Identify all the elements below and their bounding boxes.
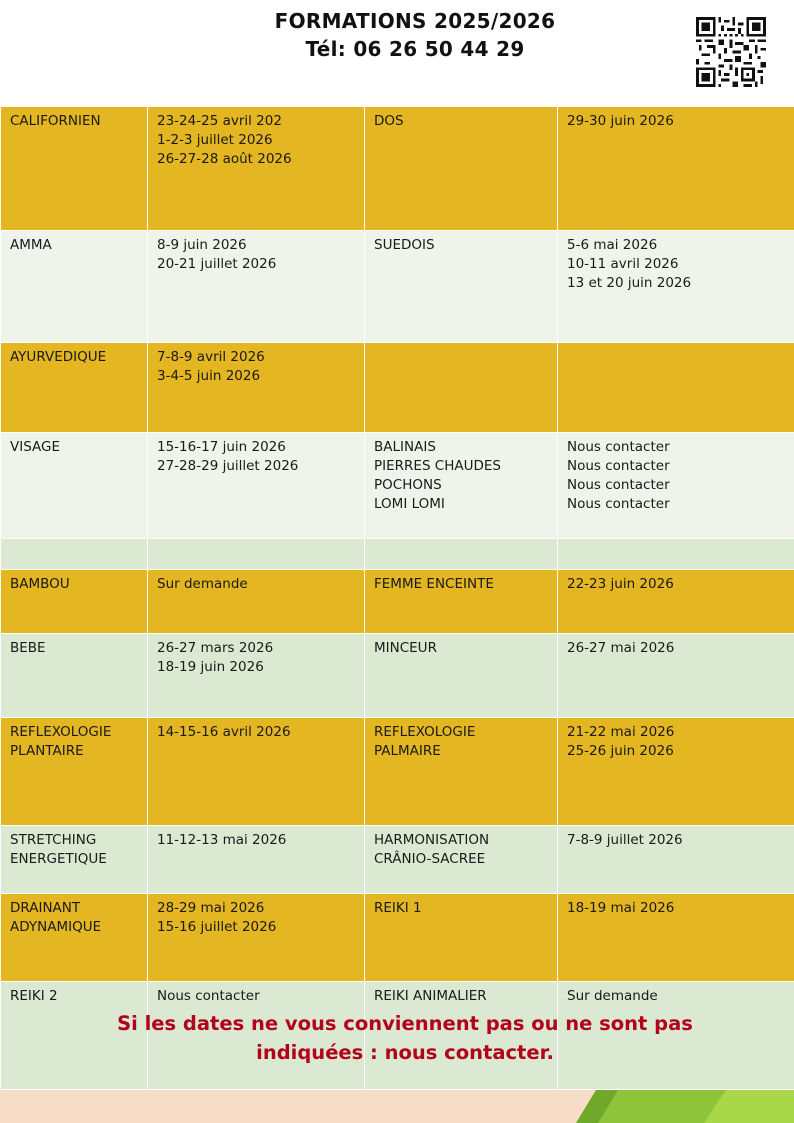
course-name: STRETCHING ENERGETIQUE bbox=[1, 826, 148, 894]
footer-green-accent bbox=[576, 1090, 794, 1123]
page-header bbox=[0, 0, 794, 106]
course-dates: 26-27 mars 2026 18-19 juin 2026 bbox=[148, 634, 365, 718]
course-dates: Sur demande bbox=[148, 570, 365, 634]
phone-number: Tél: 06 26 50 44 29 bbox=[305, 37, 525, 61]
course-name: REIKI 1 bbox=[365, 894, 558, 982]
table-row bbox=[1, 433, 794, 539]
course-name: AYURVEDIQUE bbox=[1, 343, 148, 433]
course-name: REFLEXOLOGIE PALMAIRE bbox=[365, 718, 558, 826]
course-name: DOS bbox=[365, 107, 558, 231]
course-dates: Nous contacter bbox=[148, 982, 365, 1090]
empty-cell bbox=[148, 539, 365, 570]
course-dates bbox=[558, 343, 794, 433]
course-name: DRAINANT ADYNAMIQUE bbox=[1, 894, 148, 982]
course-dates: 11-12-13 mai 2026 bbox=[148, 826, 365, 894]
course-dates: 8-9 juin 2026 20-21 juillet 2026 bbox=[148, 231, 365, 343]
course-name bbox=[365, 343, 558, 433]
course-name: HARMONISATION CRÂNIO-SACREE bbox=[365, 826, 558, 894]
contact-note-line1: Si les dates ne vous conviennent pas ou ne sont pas bbox=[117, 1012, 693, 1035]
course-name: VISAGE bbox=[1, 433, 148, 539]
course-dates: 28-29 mai 2026 15-16 juillet 2026 bbox=[148, 894, 365, 982]
empty-cell bbox=[365, 539, 558, 570]
course-dates: 7-8-9 avril 2026 3-4-5 juin 2026 bbox=[148, 343, 365, 433]
course-dates: 23-24-25 avril 202 1-2-3 juillet 2026 26-27-28 août 2026 bbox=[148, 107, 365, 231]
course-dates: 5-6 mai 2026 10-11 avril 2026 13 et 20 juin 2026 bbox=[558, 231, 794, 343]
course-dates: 29-30 juin 2026 bbox=[558, 107, 794, 231]
course-name: FEMME ENCEINTE bbox=[365, 570, 558, 634]
course-name: REIKI 2 bbox=[1, 982, 148, 1090]
table-row bbox=[1, 634, 794, 718]
course-dates: Nous contacter Nous contacter Nous contacter Nous contacter bbox=[558, 433, 794, 539]
qr-code-icon bbox=[696, 17, 766, 87]
course-dates: 21-22 mai 2026 25-26 juin 2026 bbox=[558, 718, 794, 826]
course-dates: 15-16-17 juin 2026 27-28-29 juillet 2026 bbox=[148, 433, 365, 539]
table-row bbox=[1, 231, 794, 343]
table-row bbox=[1, 826, 794, 894]
contact-note bbox=[100, 1009, 710, 1067]
course-dates: 22-23 juin 2026 bbox=[558, 570, 794, 634]
empty-cell bbox=[558, 539, 794, 570]
training-schedule-table bbox=[0, 106, 794, 1090]
course-dates: 18-19 mai 2026 bbox=[558, 894, 794, 982]
course-name: AMMA bbox=[1, 231, 148, 343]
table-row bbox=[1, 107, 794, 231]
page-title: FORMATIONS 2025/2026 bbox=[274, 9, 556, 33]
course-name: BALINAIS PIERRES CHAUDES POCHONS LOMI LOMI bbox=[365, 433, 558, 539]
empty-cell bbox=[1, 539, 148, 570]
course-name: BAMBOU bbox=[1, 570, 148, 634]
course-name: CALIFORNIEN bbox=[1, 107, 148, 231]
course-name: REIKI ANIMALIER bbox=[365, 982, 558, 1090]
course-dates: 14-15-16 avril 2026 bbox=[148, 718, 365, 826]
contact-note-line2: indiquées : nous contacter. bbox=[256, 1041, 554, 1064]
course-name: REFLEXOLOGIE PLANTAIRE bbox=[1, 718, 148, 826]
course-name: MINCEUR bbox=[365, 634, 558, 718]
table-row bbox=[1, 718, 794, 826]
course-name: SUEDOIS bbox=[365, 231, 558, 343]
course-dates: 7-8-9 juillet 2026 bbox=[558, 826, 794, 894]
table-row bbox=[1, 539, 794, 570]
table-row bbox=[1, 570, 794, 634]
course-dates: Sur demande bbox=[558, 982, 794, 1090]
table-row bbox=[1, 894, 794, 982]
course-name: BEBE bbox=[1, 634, 148, 718]
table-row bbox=[1, 343, 794, 433]
course-dates: 26-27 mai 2026 bbox=[558, 634, 794, 718]
